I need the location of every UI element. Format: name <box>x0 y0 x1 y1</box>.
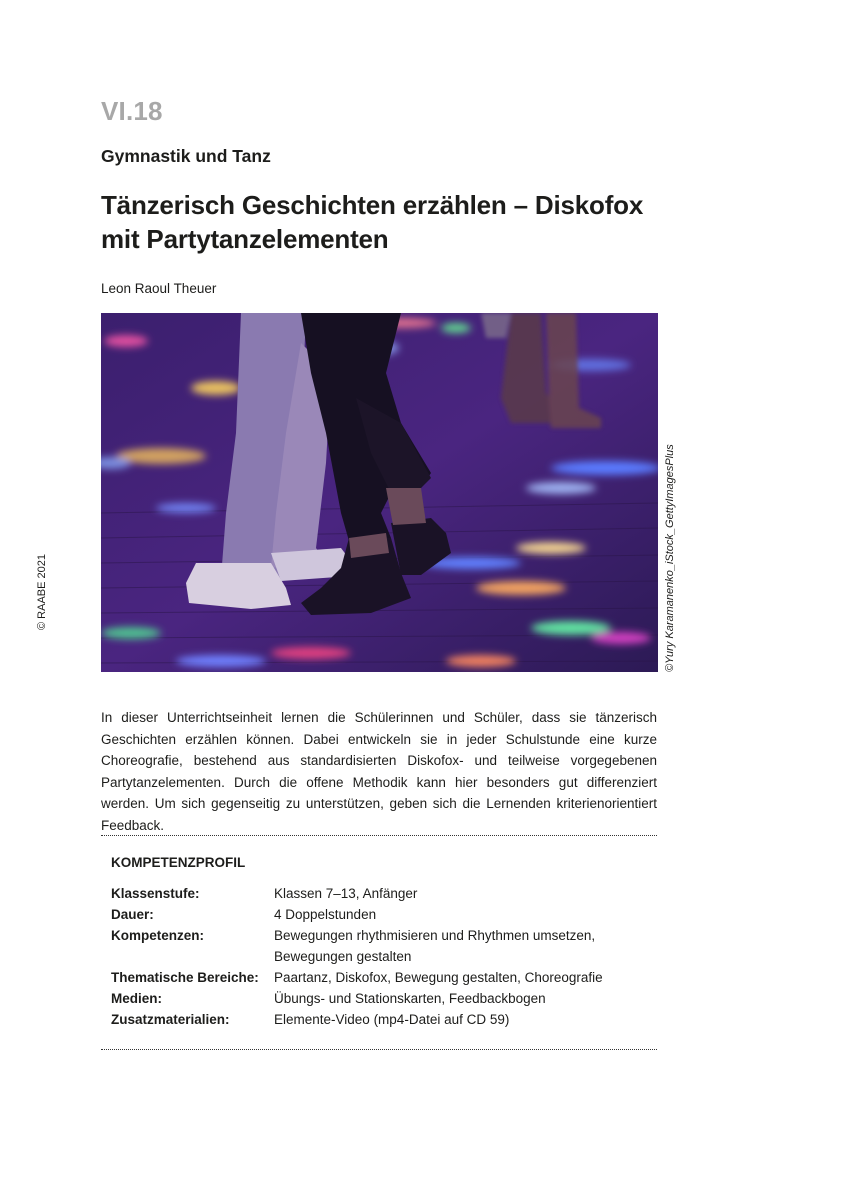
divider-top <box>101 835 657 836</box>
dance-floor-photo <box>101 313 658 672</box>
profile-label: Kompetenzen: <box>111 928 205 943</box>
category-heading: Gymnastik und Tanz <box>101 146 271 166</box>
profile-label: Zusatzmaterialien: <box>111 1012 230 1027</box>
page-title: Tänzerisch Geschichten erzählen – Diskofox mit Partytanzelementen <box>101 190 644 254</box>
kompetenzprofil-table <box>111 883 656 1030</box>
profile-label: Klassenstufe: <box>111 886 200 901</box>
profile-label: Thematische Bereiche: <box>111 970 259 985</box>
profile-value: Paartanz, Diskofox, Bewegung gestalten, Choreografie <box>274 970 603 985</box>
profile-row <box>111 904 656 925</box>
profile-label: Dauer: <box>111 907 154 922</box>
profile-row <box>111 988 656 1009</box>
divider-bottom <box>101 1049 657 1050</box>
kompetenzprofil-title: KOMPETENZPROFIL <box>111 855 246 870</box>
profile-value: 4 Doppelstunden <box>274 907 377 922</box>
profile-value: Bewegungen rhythmisieren und Rhythmen umsetzen, Bewegungen gestalten <box>274 928 596 964</box>
unit-number: VI.18 <box>101 96 163 126</box>
profile-row <box>111 925 656 967</box>
copyright-notice: © RAABE 2021 <box>36 554 48 630</box>
profile-value: Elemente-Video (mp4-Datei auf CD 59) <box>274 1012 510 1027</box>
profile-row <box>111 883 656 904</box>
photo-illustration <box>101 313 658 672</box>
profile-row <box>111 1009 656 1030</box>
profile-value: Klassen 7–13, Anfänger <box>274 886 418 901</box>
profile-value: Übungs- und Stationskarten, Feedbackbogen <box>274 991 546 1006</box>
profile-row <box>111 967 656 988</box>
profile-label: Medien: <box>111 991 163 1006</box>
author-name: Leon Raoul Theuer <box>101 281 217 296</box>
intro-paragraph: In dieser Unterrichtseinheit lernen die Schülerinnen und Schüler, dass sie tänzerisch Geschichten erzählen können. Dabei entwickeln sie in jeder Schulstunde eine kurze Choreografie, bestehend aus standardisierten Diskofox- und teilweise vorgegebenen Partytanzelementen. Durch die offene Methodik kann hier besonders gut differenziert werden. Um sich gegenseitig zu unterstützen, geben sich die Lernenden kriterienorientiert Feedback. <box>101 710 657 833</box>
photo-credit: ©Yury Karamanenko_iStock_GettyImagesPlus <box>664 444 676 672</box>
